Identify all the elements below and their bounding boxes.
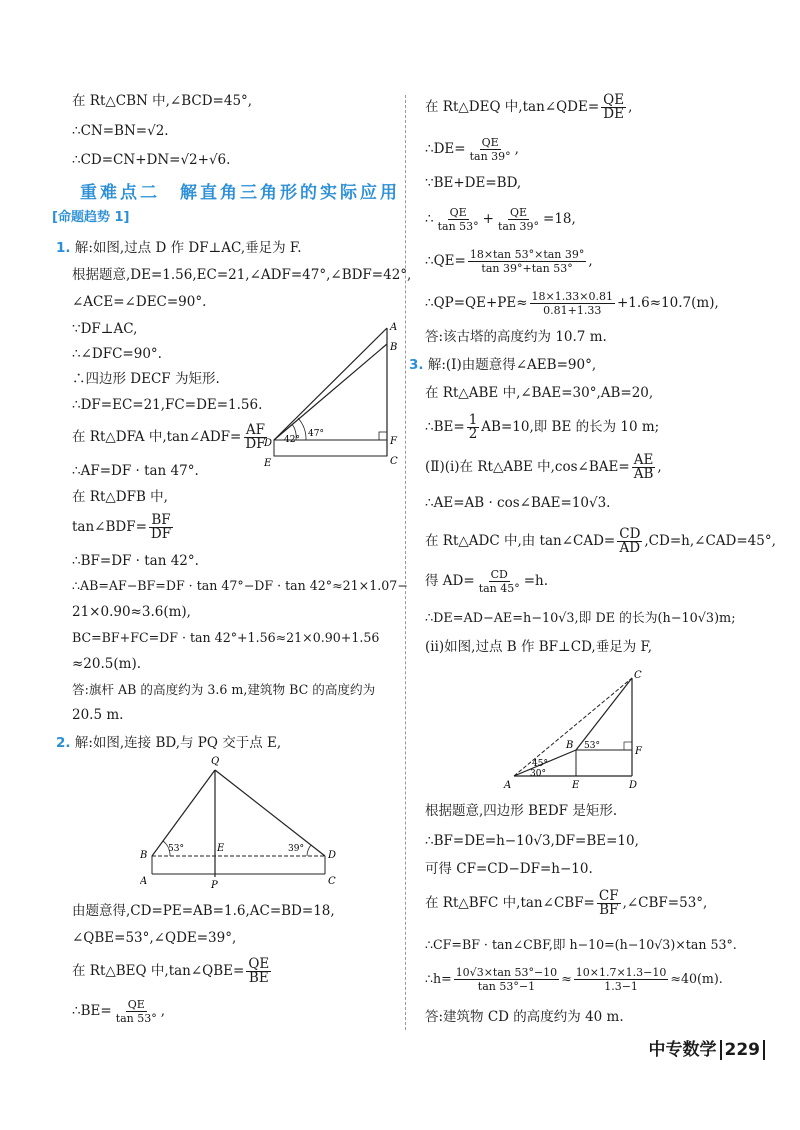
angle-53: 53° [584, 741, 600, 751]
formula-line [425, 966, 723, 993]
text-line: 答:旗杆 AB 的高度约为 3.6 m,建筑物 BC 的高度约为 [72, 682, 376, 697]
text-line: 答:该古塔的高度约为 10.7 m. [425, 329, 607, 345]
numerator: CD [619, 526, 641, 542]
text: ∴ [425, 211, 434, 227]
text-line: ≈20.5(m). [72, 656, 141, 672]
denominator: DF [245, 436, 266, 452]
text-line: ∠ACE=∠DEC=90°. [72, 294, 207, 310]
fraction [246, 958, 271, 985]
trend-tag: [命题趋势 1] [52, 210, 130, 225]
denominator: 2 [468, 426, 478, 442]
text-line: ∴AE=AB · cos∠BAE=10√3. [425, 495, 611, 511]
text: ∴BE= [72, 1003, 112, 1019]
formula-line [425, 248, 593, 275]
label-e: E [264, 458, 272, 468]
text-line: 21×0.90≈3.6(m), [72, 604, 191, 620]
text: 在 Rt△BFC 中,tan∠CBF= [425, 895, 595, 911]
angle-arc [307, 845, 311, 856]
angle-53: 53° [168, 844, 184, 854]
book-title: 中专数学 [648, 1040, 717, 1060]
text: ∴QE= [425, 253, 466, 269]
text: 解:如图,连接 BD,与 PQ 交于点 E, [74, 735, 282, 751]
label-p: P [211, 880, 218, 891]
fraction [149, 514, 173, 541]
text: , [588, 253, 593, 269]
text: +1.6≈10.7(m), [616, 295, 719, 311]
formula-line [72, 958, 273, 985]
numerator: QE [481, 136, 499, 149]
text: 在 Rt△DEQ 中,tan∠QDE= [425, 99, 600, 115]
fraction [574, 966, 669, 993]
text: AB=10,即 BE 的长为 10 m; [481, 419, 660, 435]
fraction [114, 998, 159, 1025]
label-d: D [328, 850, 337, 861]
denominator: DE [603, 106, 624, 122]
text-line: ∴AB=AF−BF=DF · tan 47°−DF · tan 42°≈21×1.07− [72, 578, 408, 593]
angle-45: 45° [532, 759, 548, 769]
text: (Ⅱ)(ⅰ)在 Rt△ABE 中,cos∠BAE= [425, 459, 630, 475]
denominator: tan 53°−1 [477, 980, 536, 993]
text: , [657, 459, 662, 475]
label-c: C [390, 456, 398, 467]
text-line: ∠QBE=53°,∠QDE=39°, [72, 930, 237, 946]
label-f: F [635, 746, 642, 757]
column-divider [405, 95, 406, 1030]
text: ∴DE= [425, 141, 466, 157]
numerator: QE [248, 956, 270, 972]
angle-42: 42° [284, 435, 300, 445]
text-line: 答:建筑物 CD 的高度约为 40 m. [425, 1009, 624, 1025]
text-line: ∴CN=BN=√2. [72, 123, 169, 139]
numerator: AE [633, 452, 654, 468]
text: ,CD=h,∠CAD=45°, [644, 533, 776, 549]
figure-2-diagram [140, 752, 340, 892]
problem-number: 2. [56, 735, 71, 751]
label-d: D [629, 780, 638, 791]
denominator: BF [599, 902, 619, 918]
text-line: ∴CD=CN+DN=√2+√6. [72, 152, 231, 168]
fraction [468, 136, 513, 163]
numerator: 1 [468, 412, 478, 428]
fraction [617, 528, 642, 555]
page-number: 229 [720, 1040, 766, 1060]
denominator: tan 45° [478, 582, 520, 595]
problem-2-line [56, 734, 281, 752]
text: ≈40(m). [670, 971, 723, 986]
section-heading: 重难点二 解直角三角形的实际应用 [80, 183, 400, 203]
text: tan∠BDF= [72, 519, 147, 535]
text-line: ∴DE=AD−AE=h−10√3,即 DE 的长为(h−10√3)m; [425, 611, 736, 626]
label-f: F [390, 436, 397, 447]
text-line: ∴四边形 DECF 为矩形. [72, 371, 220, 387]
formula-line [72, 514, 175, 541]
text: 在 Rt△BEQ 中,tan∠QBE= [72, 963, 245, 979]
text-line: 由题意得,CD=PE=AB=1.6,AC=BD=18, [72, 903, 335, 919]
line-qd [215, 770, 325, 856]
formula-line [425, 290, 719, 317]
numerator: CF [598, 888, 619, 904]
text: , [160, 1003, 166, 1019]
page-footer [649, 1035, 766, 1060]
text-line: ∵BE+DE=BD, [425, 175, 522, 191]
text-line: BC=BF+FC=DF · tan 42°+1.56≈21×0.90+1.56 [72, 630, 380, 645]
fraction [530, 290, 615, 317]
label-b: B [390, 342, 398, 353]
fraction [468, 248, 587, 275]
label-a: A [504, 780, 512, 791]
fraction [601, 94, 626, 121]
text: ∴QP=QE+PE≈ [425, 295, 528, 311]
text-line: 在 Rt△DFB 中, [72, 489, 168, 505]
label-d: D [264, 438, 273, 449]
fraction [454, 966, 560, 993]
denominator: tan 39° [497, 220, 540, 233]
text-line: (ⅱ)如图,过点 B 作 BF⊥CD,垂足为 F, [425, 639, 653, 655]
fraction [436, 206, 481, 233]
angle-47: 47° [308, 429, 324, 439]
line-db [274, 344, 387, 440]
label-a: A [390, 322, 398, 333]
text-line: ∴BF=DE=h−10√3,DF=BE=10, [425, 833, 639, 849]
text-line: 可得 CF=CD−DF=h−10. [425, 861, 593, 877]
formula-line [425, 136, 519, 163]
denominator: tan 53° [115, 1012, 157, 1025]
formula-line [425, 206, 576, 233]
denominator: DF [150, 526, 172, 542]
denominator: tan 39°+tan 53° [481, 262, 573, 275]
label-q: Q [211, 756, 220, 767]
text: , [514, 141, 519, 157]
formula-line [425, 568, 548, 595]
angle-30: 30° [530, 769, 546, 779]
fraction [496, 206, 541, 233]
text-line: ∴DF=EC=21,FC=DE=1.56. [72, 397, 263, 413]
text: =18, [543, 211, 576, 227]
problem-number: 3. [409, 357, 424, 373]
text-line: ∴AF=DF · tan 47°. [72, 463, 199, 479]
text-line: 根据题意,四边形 BEDF 是矩形. [425, 803, 618, 819]
line-bc [576, 678, 632, 750]
text-line: 20.5 m. [72, 707, 124, 723]
label-e: E [572, 780, 580, 791]
label-a: A [140, 876, 148, 887]
right-angle-mark [624, 742, 632, 750]
text: ∴h= [425, 971, 452, 986]
numerator: AF [245, 422, 265, 438]
text: =h. [523, 573, 549, 589]
fraction [632, 454, 656, 481]
denominator: BE [248, 970, 269, 986]
fraction [467, 414, 480, 441]
label-e: E [217, 843, 225, 854]
fraction [597, 890, 621, 917]
numerator: QE [509, 206, 528, 219]
text: 在 Rt△ADC 中,由 tan∠CAD= [425, 533, 616, 549]
text: 得 AD= [425, 573, 475, 589]
formula-line [72, 998, 165, 1025]
angle-39: 39° [288, 844, 304, 854]
label-c: C [634, 670, 642, 681]
denominator: tan 53° [437, 220, 479, 233]
text: ∴BE= [425, 419, 465, 435]
problem-1-line [56, 239, 302, 257]
numerator: 18×tan 53°×tan 39° [469, 248, 585, 261]
numerator: 18×1.33×0.81 [531, 290, 613, 303]
problem-number: 1. [56, 240, 71, 256]
text-line: ∴BF=DF · tan 42°. [72, 553, 199, 569]
text: ≈ [561, 971, 572, 986]
text-line: 在 Rt△CBN 中,∠BCD=45°, [72, 93, 253, 109]
formula-line [425, 528, 776, 555]
formula-line [425, 454, 662, 481]
right-angle-mark [379, 432, 387, 440]
text: + [482, 211, 494, 227]
problem-3-line [409, 356, 596, 374]
numerator: 10√3×tan 53°−10 [455, 966, 558, 979]
denominator: tan 39° [469, 150, 511, 163]
formula-line [425, 890, 707, 917]
text-line: 在 Rt△ABE 中,∠BAE=30°,AB=20, [425, 385, 654, 401]
denominator: 1.3−1 [604, 980, 638, 993]
line-da [274, 328, 387, 440]
label-c: C [328, 876, 336, 887]
numerator: 10×1.7×1.3−10 [575, 966, 667, 979]
formula-line [425, 94, 632, 121]
denominator: AB [633, 466, 654, 482]
fraction [477, 568, 522, 595]
figure-3-diagram [500, 668, 660, 798]
label-b: B [566, 740, 574, 751]
formula-line [425, 414, 659, 441]
text: 解:(Ⅰ)由题意得∠AEB=90°, [427, 357, 597, 373]
numerator: QE [603, 92, 625, 108]
text-line: ∵DF⊥AC, [72, 321, 138, 337]
denominator: 0.81+1.33 [543, 304, 602, 317]
numerator: CD [490, 568, 508, 581]
numerator: QE [449, 206, 467, 219]
text: ,∠CBF=53°, [622, 895, 708, 911]
text: , [628, 99, 633, 115]
text: 解:如图,过点 D 作 DF⊥AC,垂足为 F. [74, 240, 302, 256]
text-line: ∴∠DFC=90°. [72, 346, 162, 362]
figure-1-diagram [262, 318, 402, 468]
denominator: AD [619, 540, 641, 556]
numerator: BF [151, 512, 171, 528]
formula-line [72, 422, 273, 452]
numerator: QE [127, 998, 145, 1011]
text-line: ∴CF=BF · tan∠CBF,即 h−10=(h−10√3)×tan 53°. [425, 937, 737, 952]
text: 在 Rt△DFA 中,tan∠ADF= [72, 429, 242, 445]
label-b: B [140, 850, 148, 861]
text-line: 根据题意,DE=1.56,EC=21,∠ADF=47°,∠BDF=42°, [72, 267, 412, 283]
